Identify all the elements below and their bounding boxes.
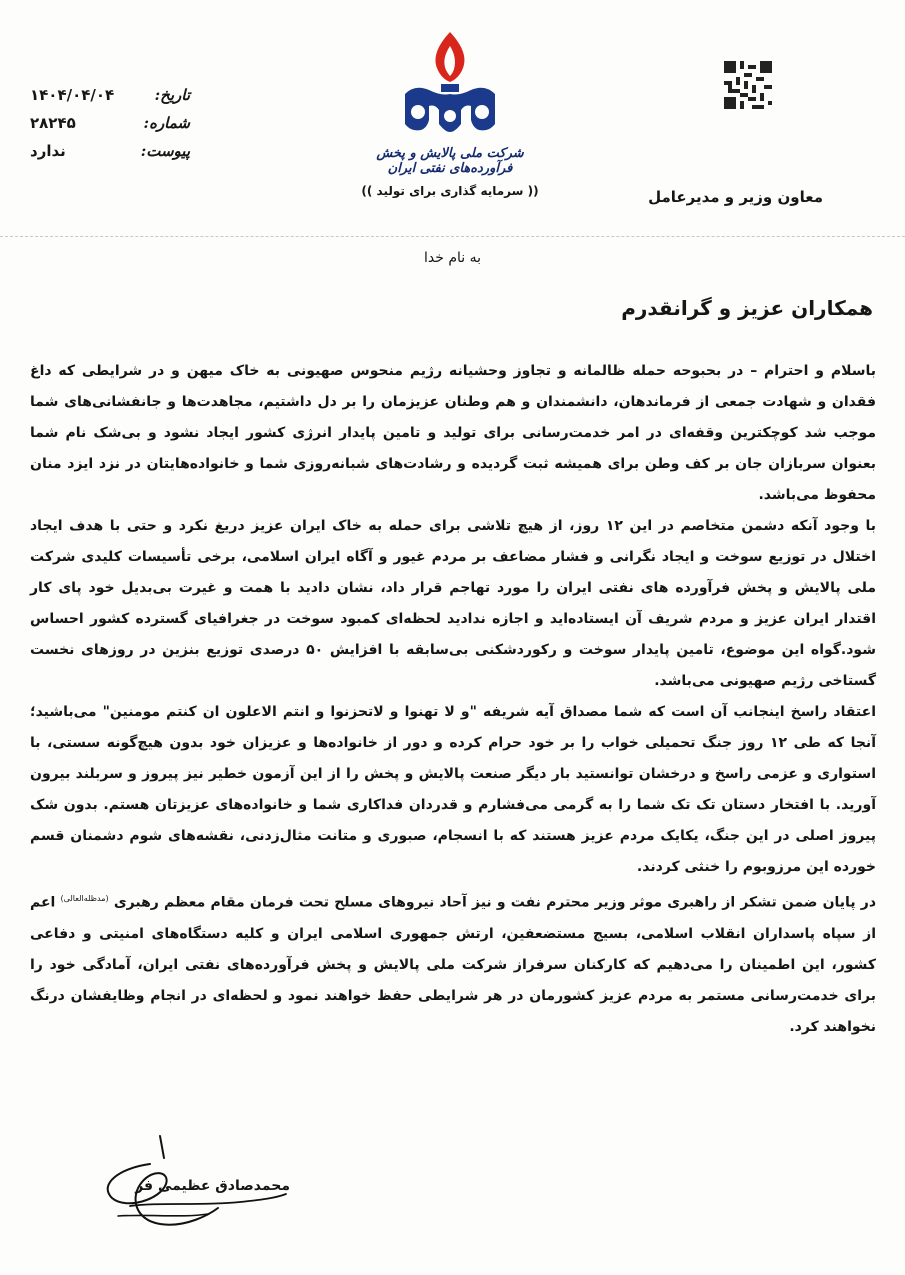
- signer-name: محمدصادق عظیمی فر: [135, 1178, 290, 1194]
- paragraph-4-text-b: اعم از سپاه پاسداران انقلاب اسلامی، بسیج مستضعفین، ارتش جمهوری اسلامی ایران و کلیه دستگاه‌های امنیتی و دفاعی کشور،: [30, 894, 876, 973]
- date-row: [30, 86, 190, 114]
- header-divider: [0, 236, 905, 237]
- qr-code-icon: [724, 60, 772, 110]
- company-slogan: (( سرمایه گذاری برای تولید )): [361, 184, 539, 198]
- paragraph-2-text: با وجود آنکه دشمن متخاصم در این ۱۲ روز، از هیچ تلاشی برای حمله به خاک ایران عزیز دریغ نکرد و حتی با هدف ایجاد اختلال در توزیع سوخت و ایجاد نگرانی و فشار مضاعف بر مردم غیور و آگاه ایران اسلامی، برخی تأسیسات کلیدی شرکت ملی پالایش و پخش فرآورده های نفتی ایران را مورد تهاجم قرار داد، نشان دادید با همت و غیرت بی‌بدیل خود پای کار اقتدار ایران عزیز و مردم شریف آن ایستاده‌اید و اجازه ندادید لحظه‌ای کمبود سوخت در جغرافیای گسترده کشور احساس شود.: [30, 518, 877, 658]
- number-row: [30, 114, 190, 142]
- company-logo: [360, 28, 540, 198]
- letter-body: [30, 356, 876, 1043]
- flame-emblem-icon: [385, 28, 515, 138]
- paragraph-4: [30, 883, 876, 1043]
- sender-title: معاون وزیر و مدیرعامل: [648, 188, 823, 206]
- date-label: تاریخ:: [154, 86, 190, 104]
- paragraph-2-emphasis: گواه این موضوع، تامین پایدار سوخت و رکوردشکنی بی‌سابقه با افزایش ۵۰ درصدی توزیع بنزین در روزهای نخست گستاخی رژیم صهیونی می‌باشد.: [30, 642, 876, 689]
- number-value: ۲۸۲۴۵: [30, 114, 76, 132]
- paragraph-1-text: – در بحبوحه حمله ظالمانه و تجاوز وحشیانه رژیم منحوس صهیونی به خاک میهن و در شرایطی که داغ فقدان و شهادت جمعی از فرماندهان، دانشمندان و هم وطنان عزیزمان را بر دل داشتیم، مجاهدت‌ها و جانفشانی‌های شما موجب شد کوچکترین وقفه‌ای در امر خدمت‌رسانی برای تولید و تامین پایدار انرژی کشور ایجاد نشود و بی‌شک نام شما بعنوان سربازان جان بر کف وطن برای همیشه ثبت گردیده و رشادت‌های شبانه‌روزی شما و خانواده‌هایتان در نزد ایزد منان محفوظ می‌باشد.: [30, 363, 876, 503]
- letter-metadata: [30, 86, 190, 170]
- honorific: (مدظله‌العالی): [60, 894, 109, 903]
- paragraph-3-intro: اعتقاد راسخ اینجانب آن است که شما مصداق آیه شریفه: [476, 704, 876, 720]
- attachment-label: پیوست:: [140, 142, 190, 160]
- paragraph-4-text-a: در پایان ضمن تشکر از راهبری موثر وزیر محترم نفت و نیز آحاد نیروهای مسلح تحت فرمان مقام معظم رهبری: [113, 894, 877, 911]
- paragraph-2: [30, 511, 876, 697]
- greeting-heading: همکاران عزیز و گرانقدرم: [621, 296, 873, 320]
- paragraph-3-text: می‌باشید؛ آنجا که طی ۱۲ روز جنگ تحمیلی خواب را بر خود حرام کرده و دور از خانواده‌ها و عزیزان خود بدون هیچ‌گونه سستی، با استواری و عزمی راسخ و درخشان توانستید بار دیگر صنعت پالایش و پخش را از این آزمون خطیر نیز پیروز و سربلند بیرون آورید. با افتخار دستان تک تک شما را به گرمی می‌فشارم و قدردان فداکاری شما و خانواده‌های عزیزتان هستم. بدون شک پیروز اصلی در این جنگ، یکایک مردم عزیز هستند که با انسجام، صبوری و متانت مثال‌زدنی، نقشه‌های شوم دشمنان قسم خورده این مرزوبوم را خنثی کردند.: [30, 704, 876, 875]
- quranic-verse: "و لا تهنوا و لاتحزنوا و انتم الاعلون ان کنتم مومنین": [102, 704, 477, 720]
- company-name: شرکت ملی پالایش و پخش فرآورده‌های نفتی ایران: [376, 146, 524, 176]
- basmala: به نام خدا: [423, 250, 482, 266]
- paragraph-3: [30, 697, 876, 883]
- date-value: ۱۴۰۴/۰۴/۰۴: [30, 86, 115, 104]
- attachment-value: ندارد: [30, 142, 66, 160]
- paragraph-1: [30, 356, 876, 511]
- paragraph-4-emphasis: این اطمینان را می‌دهیم که کارکنان سرفراز شرکت ملی پالایش و پخش فرآورده‌های نفتی ایران، آمادگی خود را برای خدمت‌رسانی مستمر به مردم عزیز کشورمان در هر شرایطی حفظ خواهند نمود و لحظه‌ای در انجام وظایفشان درنگ نخواهند کرد.: [30, 956, 876, 1035]
- number-label: شماره:: [143, 114, 190, 132]
- salutation: باسلام و احترام: [764, 363, 876, 379]
- attachment-row: [30, 142, 190, 170]
